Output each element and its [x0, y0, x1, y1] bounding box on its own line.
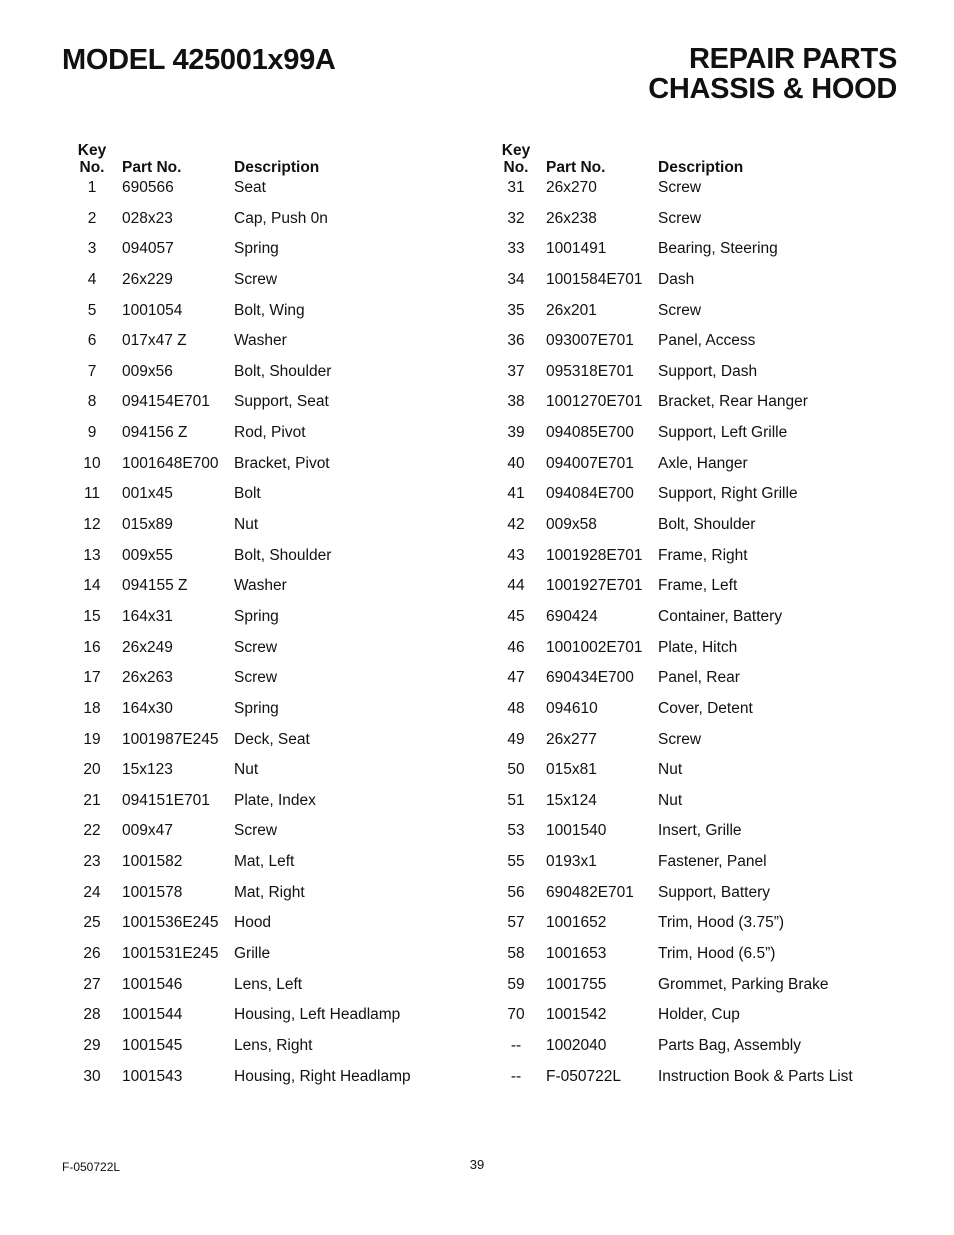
description-cell: Bearing, Steering — [658, 240, 778, 258]
table-row — [486, 854, 888, 885]
key-no-cell: 57 — [507, 914, 525, 932]
key-no-cell: 44 — [507, 577, 525, 595]
parts-table-left — [62, 142, 464, 1099]
description-cell: Spring — [234, 240, 279, 258]
key-no-cell: 28 — [83, 1006, 101, 1024]
part-no-cell: 094007E701 — [546, 454, 634, 472]
table-row — [62, 1069, 464, 1100]
part-no-cell: 094610 — [546, 699, 598, 717]
part-no-header: Part No. — [546, 159, 606, 176]
part-no-cell: 094085E700 — [546, 424, 634, 442]
table-row — [62, 823, 464, 854]
table-row — [486, 456, 888, 487]
table-row — [62, 915, 464, 946]
table-row — [486, 701, 888, 732]
part-no-cell: 1001054 — [122, 301, 183, 319]
table-row — [62, 425, 464, 456]
table-row — [486, 946, 888, 977]
table-row — [486, 915, 888, 946]
part-no-cell: 690434E700 — [546, 669, 634, 687]
description-cell: Nut — [658, 791, 683, 809]
key-no-cell: 18 — [83, 699, 101, 717]
key-no-cell: 24 — [83, 883, 101, 901]
part-no-cell: 1001653 — [546, 945, 607, 963]
part-no-cell: 1001531E245 — [122, 945, 219, 963]
part-no-cell: 1001928E701 — [546, 546, 643, 564]
description-cell: Screw — [234, 822, 278, 840]
part-no-cell: 1001546 — [122, 975, 183, 993]
table-row — [62, 946, 464, 977]
part-no-cell: 095318E701 — [546, 362, 634, 380]
description-cell: Nut — [234, 516, 259, 534]
key-no-cell: 58 — [507, 945, 525, 963]
parts-rows-left — [62, 180, 464, 1099]
part-no-cell: 164x31 — [122, 607, 173, 625]
table-row — [486, 1038, 888, 1069]
key-no-cell: 11 — [83, 485, 101, 503]
description-cell: Screw — [658, 730, 702, 748]
table-row — [486, 303, 888, 334]
part-no-cell: 690424 — [546, 607, 598, 625]
part-no-cell: 1001578 — [122, 883, 183, 901]
table-row — [62, 885, 464, 916]
key-no-cell: 39 — [507, 424, 525, 442]
page-number: 39 — [469, 1157, 485, 1172]
part-no-cell: 094151E701 — [122, 791, 210, 809]
part-no-cell: 028x23 — [122, 209, 173, 227]
part-no-cell: 1001540 — [546, 822, 607, 840]
part-no-cell: 690566 — [122, 179, 174, 196]
key-no-cell: 4 — [87, 270, 97, 288]
key-no-cell: 1 — [87, 179, 97, 196]
part-no-header: Part No. — [122, 159, 182, 176]
part-no-cell: 26x201 — [546, 301, 597, 319]
table-row — [486, 333, 888, 364]
table-row — [62, 793, 464, 824]
key-no-cell: 47 — [507, 669, 525, 687]
key-no-cell: 15 — [83, 607, 101, 625]
table-row — [486, 394, 888, 425]
part-no-cell: 26x263 — [122, 669, 173, 687]
description-cell: Grommet, Parking Brake — [658, 975, 829, 993]
description-cell: Fastener, Panel — [658, 853, 767, 871]
table-row — [486, 670, 888, 701]
description-cell: Screw — [234, 669, 278, 687]
key-no-cell: 27 — [83, 975, 101, 993]
part-no-cell: 1001987E245 — [122, 730, 219, 748]
table-row — [486, 272, 888, 303]
part-no-cell: 094084E700 — [546, 485, 634, 503]
table-row — [62, 486, 464, 517]
table-row — [62, 701, 464, 732]
part-no-cell: 1001648E700 — [122, 454, 219, 472]
table-row — [486, 1007, 888, 1038]
table-row — [486, 364, 888, 395]
description-cell: Support, Left Grille — [658, 424, 788, 442]
description-cell: Frame, Right — [658, 546, 748, 564]
key-no-cell: 8 — [87, 393, 97, 411]
key-no-cell: 6 — [87, 332, 97, 350]
description-cell: Support, Seat — [234, 393, 329, 411]
table-row — [62, 670, 464, 701]
table-row — [486, 823, 888, 854]
key-no-cell: 59 — [507, 975, 525, 993]
part-no-cell: 009x47 — [122, 822, 173, 840]
table-header-row — [486, 142, 888, 180]
part-no-cell: 1001582 — [122, 853, 183, 871]
part-no-cell: 1001002E701 — [546, 638, 643, 656]
key-no-cell: 13 — [83, 546, 101, 564]
description-cell: Mat, Right — [234, 883, 305, 901]
table-row — [62, 394, 464, 425]
table-row — [62, 364, 464, 395]
description-cell: Support, Right Grille — [658, 485, 798, 503]
description-cell: Housing, Right Headlamp — [234, 1067, 411, 1085]
part-no-cell: 1001927E701 — [546, 577, 643, 595]
part-no-cell: 1001584E701 — [546, 270, 643, 288]
part-no-cell: 094154E701 — [122, 393, 210, 411]
description-cell: Holder, Cup — [658, 1006, 740, 1024]
key-no-cell: 26 — [83, 945, 101, 963]
description-cell: Trim, Hood (6.5”) — [658, 945, 776, 963]
table-row — [486, 732, 888, 763]
table-row — [486, 762, 888, 793]
part-no-cell: 1001755 — [546, 975, 607, 993]
description-cell: Frame, Left — [658, 577, 738, 595]
part-no-cell: 15x124 — [546, 791, 597, 809]
description-cell: Screw — [234, 638, 278, 656]
table-row — [486, 211, 888, 242]
key-header-line1: Key — [77, 142, 107, 159]
description-cell: Lens, Left — [234, 975, 303, 993]
key-no-cell: 42 — [507, 516, 525, 534]
key-no-cell: 45 — [507, 607, 525, 625]
key-no-cell: -- — [510, 1067, 522, 1085]
section-title — [648, 44, 897, 104]
table-row — [486, 486, 888, 517]
description-cell: Screw — [658, 301, 702, 319]
model-title: MODEL 425001x99A — [62, 44, 336, 76]
description-cell: Panel, Rear — [658, 669, 740, 687]
table-row — [62, 732, 464, 763]
description-cell: Bolt, Wing — [234, 301, 305, 319]
table-row — [486, 517, 888, 548]
table-row — [62, 640, 464, 671]
part-no-cell: 690482E701 — [546, 883, 634, 901]
parts-table-right — [486, 142, 888, 1099]
key-no-cell: 43 — [507, 546, 525, 564]
part-no-cell: 093007E701 — [546, 332, 634, 350]
table-row — [62, 180, 464, 211]
part-no-cell: 1001543 — [122, 1067, 183, 1085]
part-no-cell: 001x45 — [122, 485, 173, 503]
description-cell: Bolt — [234, 485, 261, 503]
key-header-line2: No. — [79, 159, 105, 176]
part-no-cell: 1001544 — [122, 1006, 183, 1024]
key-no-cell: 41 — [507, 485, 525, 503]
key-header-line1: Key — [501, 142, 531, 159]
table-header-row — [62, 142, 464, 180]
description-cell: Hood — [234, 914, 272, 932]
key-no-cell: 55 — [507, 853, 525, 871]
description-cell: Support, Battery — [658, 883, 771, 901]
part-no-cell: 1001270E701 — [546, 393, 643, 411]
description-cell: Parts Bag, Assembly — [658, 1036, 802, 1054]
part-no-cell: 017x47 Z — [122, 332, 187, 350]
document-code: F-050722L — [62, 1160, 121, 1174]
part-no-cell: 015x81 — [546, 761, 597, 779]
table-row — [486, 793, 888, 824]
description-cell: Nut — [658, 761, 683, 779]
key-no-cell: 20 — [83, 761, 101, 779]
table-row — [62, 241, 464, 272]
part-no-cell: 26x270 — [546, 179, 597, 196]
table-row — [486, 640, 888, 671]
part-no-cell: 15x123 — [122, 761, 173, 779]
description-cell: Lens, Right — [234, 1036, 313, 1054]
key-no-cell: 14 — [83, 577, 101, 595]
description-header: Description — [234, 159, 320, 176]
key-no-cell: 21 — [83, 791, 101, 809]
description-cell: Bracket, Pivot — [234, 454, 330, 472]
description-cell: Bolt, Shoulder — [658, 516, 756, 534]
description-cell: Bracket, Rear Hanger — [658, 393, 808, 411]
key-no-cell: 34 — [507, 270, 525, 288]
description-cell: Cover, Detent — [658, 699, 753, 717]
key-no-cell: 3 — [87, 240, 97, 258]
part-no-cell: 009x58 — [546, 516, 597, 534]
key-no-cell: 56 — [507, 883, 525, 901]
table-row — [486, 609, 888, 640]
part-no-cell: 26x249 — [122, 638, 173, 656]
part-no-cell: 094156 Z — [122, 424, 188, 442]
part-no-cell: 015x89 — [122, 516, 173, 534]
key-no-cell: 36 — [507, 332, 525, 350]
description-cell: Bolt, Shoulder — [234, 362, 332, 380]
table-row — [62, 517, 464, 548]
table-row — [486, 1069, 888, 1100]
key-no-cell: 51 — [507, 791, 525, 809]
description-cell: Washer — [234, 332, 287, 350]
description-cell: Container, Battery — [658, 607, 783, 625]
key-no-cell: 17 — [83, 669, 101, 687]
key-no-cell: 32 — [507, 209, 525, 227]
description-cell: Screw — [234, 270, 278, 288]
description-cell: Mat, Left — [234, 853, 295, 871]
table-row — [62, 762, 464, 793]
key-no-cell: 12 — [83, 516, 101, 534]
table-row — [62, 333, 464, 364]
part-no-cell: 26x229 — [122, 270, 173, 288]
description-cell: Grille — [234, 945, 271, 963]
key-no-cell: 37 — [507, 362, 525, 380]
key-no-header — [62, 142, 122, 180]
description-cell: Seat — [234, 179, 266, 196]
key-no-cell: 35 — [507, 301, 525, 319]
key-no-cell: 23 — [83, 853, 101, 871]
description-cell: Washer — [234, 577, 287, 595]
table-row — [486, 548, 888, 579]
part-no-cell: 009x56 — [122, 362, 173, 380]
key-no-cell: 16 — [83, 638, 101, 656]
description-cell: Housing, Left Headlamp — [234, 1006, 401, 1024]
table-row — [62, 1038, 464, 1069]
part-no-cell: F-050722L — [546, 1067, 621, 1085]
table-row — [62, 977, 464, 1008]
description-cell: Cap, Push 0n — [234, 209, 328, 227]
key-no-cell: 50 — [507, 761, 525, 779]
key-no-cell: 7 — [87, 362, 97, 380]
table-row — [62, 578, 464, 609]
key-no-cell: 22 — [83, 822, 101, 840]
table-row — [62, 609, 464, 640]
key-no-cell: 53 — [507, 822, 525, 840]
description-header: Description — [658, 159, 744, 176]
description-cell: Deck, Seat — [234, 730, 310, 748]
description-cell: Panel, Access — [658, 332, 756, 350]
description-cell: Nut — [234, 761, 259, 779]
key-no-cell: 19 — [83, 730, 101, 748]
table-row — [486, 885, 888, 916]
part-no-cell: 094057 — [122, 240, 174, 258]
description-cell: Spring — [234, 699, 279, 717]
description-cell: Screw — [658, 209, 702, 227]
key-no-cell: 49 — [507, 730, 525, 748]
key-no-cell: 31 — [507, 179, 525, 196]
description-cell: Plate, Hitch — [658, 638, 738, 656]
table-row — [486, 180, 888, 211]
table-row — [62, 854, 464, 885]
key-no-cell: 2 — [87, 209, 97, 227]
key-no-cell: 33 — [507, 240, 525, 258]
key-no-cell: 38 — [507, 393, 525, 411]
part-no-cell: 164x30 — [122, 699, 173, 717]
table-row — [486, 977, 888, 1008]
part-no-cell: 1001652 — [546, 914, 607, 932]
key-header-line2: No. — [503, 159, 529, 176]
key-no-cell: 9 — [87, 424, 97, 442]
section-title-line2: CHASSIS & HOOD — [648, 73, 897, 105]
key-no-cell: 48 — [507, 699, 525, 717]
part-no-cell: 1001542 — [546, 1006, 607, 1024]
description-cell: Plate, Index — [234, 791, 316, 809]
description-cell: Dash — [658, 270, 695, 288]
description-cell: Screw — [658, 179, 702, 196]
description-cell: Rod, Pivot — [234, 424, 306, 442]
key-no-cell: 70 — [507, 1006, 525, 1024]
table-row — [62, 548, 464, 579]
description-cell: Trim, Hood (3.75”) — [658, 914, 785, 932]
description-cell: Insert, Grille — [658, 822, 742, 840]
section-title-line1: REPAIR PARTS — [688, 43, 897, 75]
part-no-cell: 1001536E245 — [122, 914, 219, 932]
description-cell: Axle, Hanger — [658, 454, 748, 472]
table-row — [486, 425, 888, 456]
key-no-cell: 30 — [83, 1067, 101, 1085]
table-row — [486, 578, 888, 609]
table-row — [62, 303, 464, 334]
key-no-cell: 5 — [87, 301, 97, 319]
part-no-cell: 1002040 — [546, 1036, 607, 1054]
description-cell: Instruction Book & Parts List — [658, 1067, 853, 1085]
part-no-cell: 009x55 — [122, 546, 173, 564]
key-no-cell: 40 — [507, 454, 525, 472]
description-cell: Spring — [234, 607, 279, 625]
part-no-cell: 094155 Z — [122, 577, 188, 595]
part-no-cell: 26x277 — [546, 730, 597, 748]
key-no-cell: 29 — [83, 1036, 101, 1054]
table-row — [62, 211, 464, 242]
description-cell: Bolt, Shoulder — [234, 546, 332, 564]
table-row — [62, 272, 464, 303]
part-no-cell: 26x238 — [546, 209, 597, 227]
key-no-cell: 46 — [507, 638, 525, 656]
table-row — [62, 1007, 464, 1038]
part-no-cell: 1001545 — [122, 1036, 183, 1054]
parts-rows-right — [486, 180, 888, 1099]
key-no-cell: 10 — [83, 454, 101, 472]
key-no-cell: -- — [510, 1036, 522, 1054]
table-row — [62, 456, 464, 487]
key-no-cell: 25 — [83, 914, 101, 932]
description-cell: Support, Dash — [658, 362, 758, 380]
part-no-cell: 1001491 — [546, 240, 607, 258]
part-no-cell: 0193x1 — [546, 853, 597, 871]
key-no-header — [486, 142, 546, 180]
table-row — [486, 241, 888, 272]
